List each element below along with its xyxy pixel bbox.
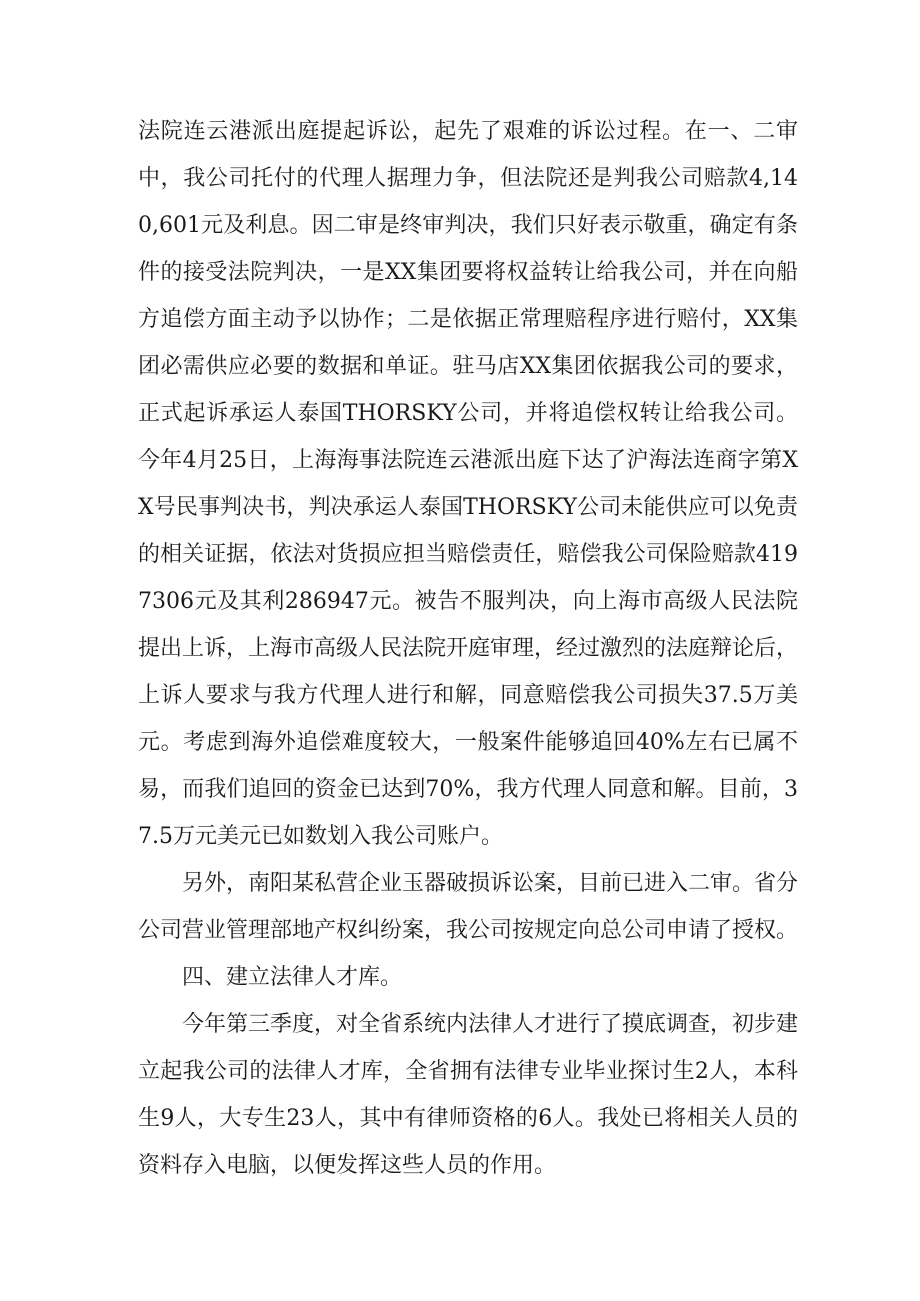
paragraph-legal-talent-pool: 今年第三季度，对全省系统内法律人才进行了摸底调查，初步建立起我公司的法律人才库，全省拥有法律专业毕业探讨生2人，本科生9人，大专生23人，其中有律师资格的6人。我处已将相关人员的资料存入电脑，以便发挥这些人员的作用。 — [138, 1012, 799, 1178]
section-heading-legal-talent: 四、建立法律人才库。 — [182, 965, 403, 990]
paragraph-litigation-case: 法院连云港派出庭提起诉讼，起先了艰难的诉讼过程。在一、二审中，我公司托付的代理人据理力争，但法院还是判我公司赔款4,140,601元及利息。因二审是终审判决，我们只好表示敬重，确定有条件的接受法院判决，一是XX集团要将权益转让给我公司，并在向船方追偿方面主动予以协作；二是依据正常理赔程序进行赔付，XX集团必需供应必要的数据和单证。驻马店XX集团依据我公司的要求，正式起诉承运人泰国THORSKY公司，并将追偿权转让给我公司。今年4月25日，上海海事法院连云港派出庭下达了沪海法连商字第XX号民事判决书，判决承运人泰国THORSKY公司未能供应可以免责的相关证据，依法对货损应担当赔偿责任，赔偿我公司保险赔款4197306元及其利286947元。被告不服判决，向上海市高级人民法院提出上诉，上海市高级人民法院开庭审理，经过激烈的法庭辩论后，上诉人要求与我方代理人进行和解，同意赔偿我公司损失37.5万美元。考虑到海外追偿难度较大，一般案件能够追回40%左右已属不易，而我们追回的资金已达到70%，我方代理人同意和解。目前，37.5万元美元已如数划入我公司账户。 — [138, 119, 799, 849]
paragraph-other-cases: 另外，南阳某私营企业玉器破损诉讼案，目前已进入二审。省分公司营业管理部地产权纠纷案，我公司按规定向总公司申请了授权。 — [138, 871, 799, 943]
document-body — [138, 108, 798, 1189]
